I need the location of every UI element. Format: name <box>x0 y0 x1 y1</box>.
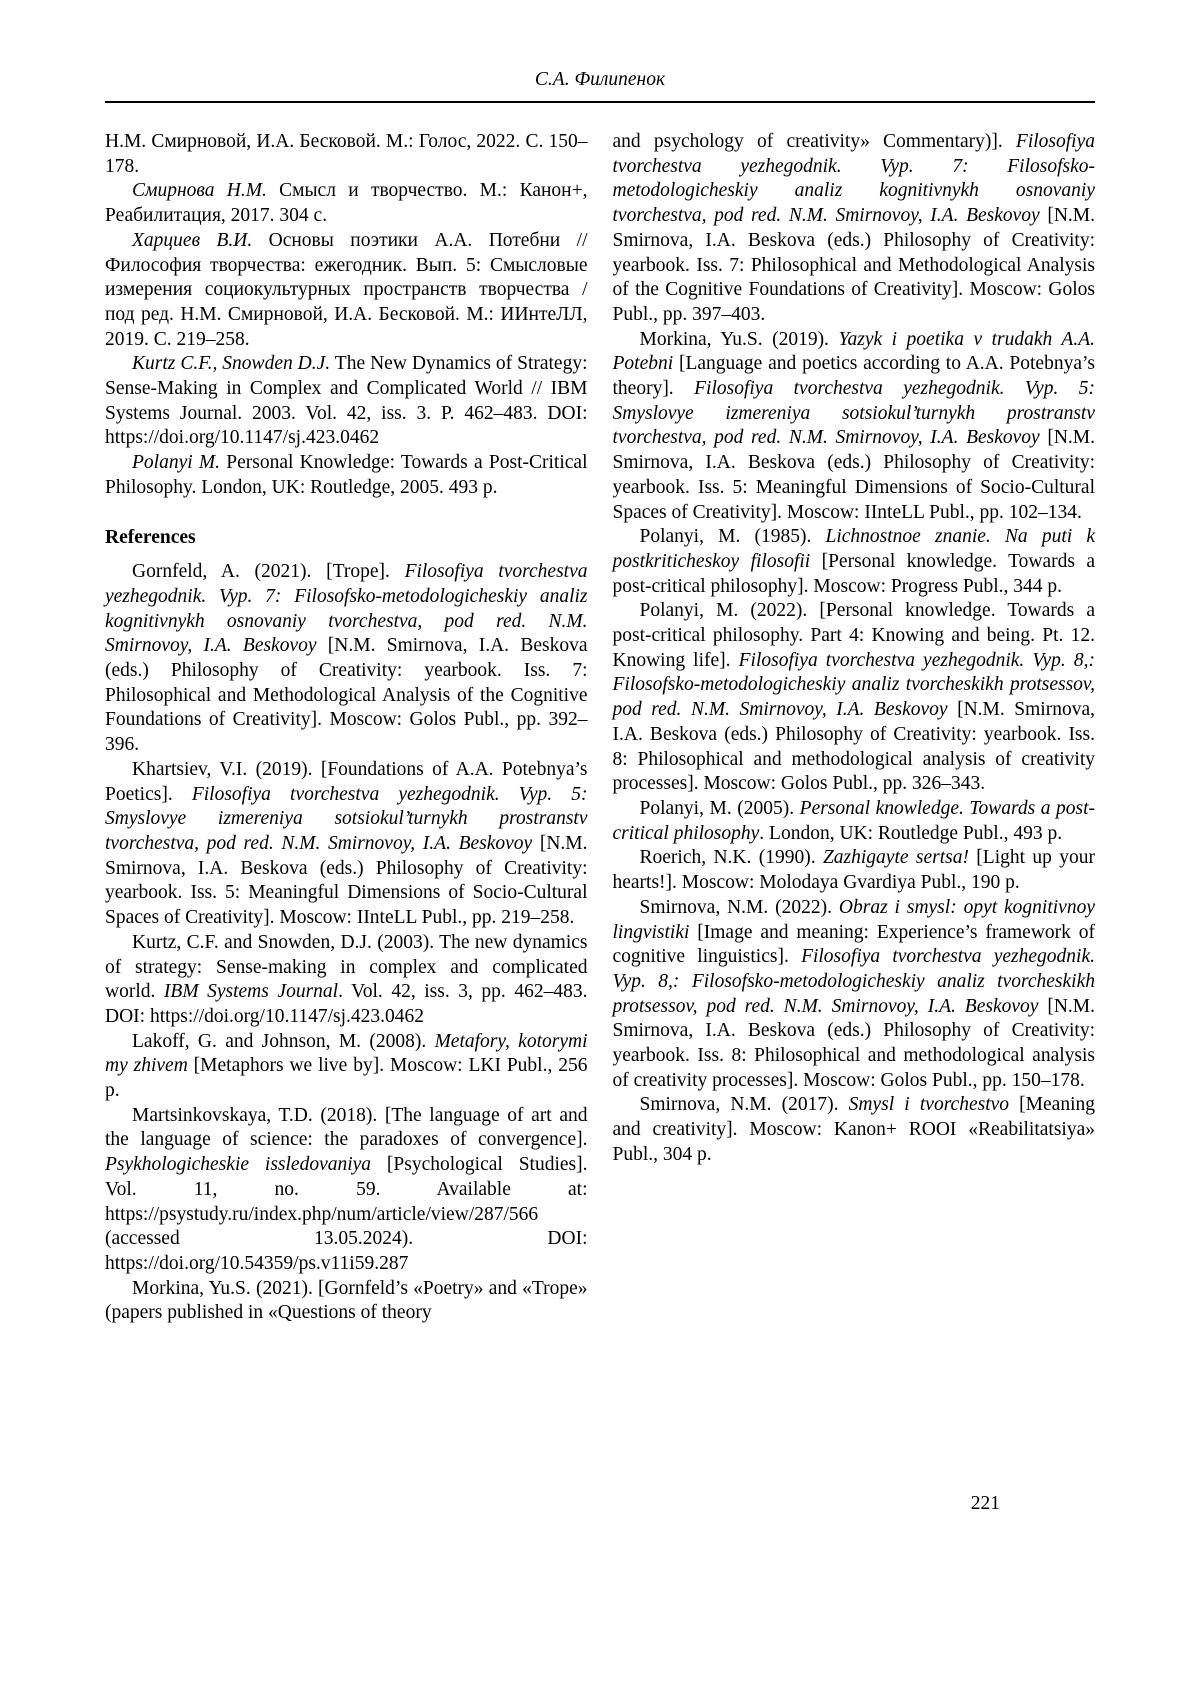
reference-item <box>613 896 1096 1094</box>
reference-text-run: Смысл и творчество. М.: Канон+, Реабилитация, 2017. 304 с. <box>105 180 588 227</box>
reference-text-run: Personal Knowledge: Towards a Post-Critical Philosophy. London, UK: Routledge, 2005. 493 p. <box>105 452 588 498</box>
reference-item <box>613 797 1096 846</box>
left-column <box>105 130 588 1326</box>
page-number: 221 <box>970 1493 1000 1514</box>
two-column-body <box>105 130 1095 1326</box>
reference-text-run: Filosofiya tvorchestva yezhegodnik. Vyp. 7: Filosofsko-metodologicheskiy analiz kognitivnykh osnovaniy tvorchestva, pod red. N.M. Smirnovoy, I.A. Beskovoy <box>612 131 1095 227</box>
reference-text-run: Khartsiev, V.I. (2019). [Foundations of A.A. Potebnya’s Poetics]. <box>105 758 588 805</box>
reference-text-run: Н.М. Смирновой, И.А. Бесковой. М.: Голос, 2022. С. 150–178. <box>105 131 588 177</box>
reference-text-run: Харциев В.И. <box>132 229 253 251</box>
reference-item <box>105 451 588 500</box>
reference-item <box>613 328 1096 526</box>
reference-text-run: Polanyi M. <box>132 452 221 474</box>
reference-text-run: . London, UK: Routledge Publ., 493 p. <box>759 822 1063 844</box>
header-rule <box>105 101 1095 103</box>
reference-continuation <box>613 130 1096 328</box>
reference-text-run: Morkina, Yu.S. (2021). [Gornfeld’s «Poetry» and «Trope» (papers published in «Questions of theory <box>105 1277 588 1324</box>
reference-text-run: Martsinkovskaya, T.D. (2018). [The language of art and the language of science: the paradoxes of convergence]. <box>105 1104 588 1151</box>
reference-item <box>613 599 1096 797</box>
reference-text-run: [Metaphors we live by]. Moscow: LKI Publ., 256 p. <box>105 1055 588 1102</box>
reference-text-run: [Meaning and creativity]. Moscow: Kanon+ ROOI «Reabilitatsiya» Publ., 304 p. <box>612 1094 1095 1165</box>
reference-text-run: Polanyi, M. (2022). [Personal knowledge. Towards a post-critical philosophy. Part 4: Knowing and being. Pt. 12. Knowing life]. <box>612 600 1095 671</box>
reference-item <box>105 1277 588 1326</box>
reference-text-run: [N.M. Smirnova, I.A. Beskova (eds.) Philosophy of Creativity: yearbook. Iss. 8: Philosophical and methodological analysis of creativity processes]. Moscow: Golos Publ., pp. 326–343. <box>612 699 1095 795</box>
reference-text-run: Roerich, N.K. (1990). <box>639 847 823 869</box>
reference-text-run: [N.M. Smirnova, I.A. Beskova (eds.) Philosophy of Creativity: yearbook. Iss. 8: Philosophical and methodological analysis of creativity processes]. Moscow: Golos Publ., pp. 150–178. <box>612 995 1096 1091</box>
reference-text-run: [Light up your hearts!]. Moscow: Molodaya Gvardiya Publ., 190 p. <box>612 847 1095 894</box>
reference-text-run: Основы поэтики А.А. Потебни // Философия творчества: ежегодник. Вып. 5: Смысловые измерения социокультурных пространств творчества / под ред. Н.М. Смирновой, И.А. Бесковой. М.: ИИнтеЛЛ, 2019. С. 219–258. <box>105 229 588 350</box>
reference-text-run: [N.M. Smirnova, I.A. Beskova (eds.) Philosophy of Creativity: yearbook. Iss. 7: Philosophical and Methodological Analysis of the Cognitive Foundations of Creativity]. Moscow: Golos Publ., pp. 397–403. <box>612 205 1095 325</box>
reference-item <box>105 931 588 1030</box>
reference-text-run: Yazyk i poetika v trudakh A.A. Potebni <box>612 328 1095 375</box>
reference-text-run: [N.M. Smirnova, I.A. Beskova (eds.) Philosophy of Creativity: yearbook. Iss. 5: Meaningful Dimensions of Socio-Cultural Spaces of Creativity]. Moscow: IInteLL Publ., pp. 219–258. <box>105 832 588 929</box>
reference-text-run: Morkina, Yu.S. (2019). <box>639 328 839 350</box>
reference-text-run: . Vol. 42, iss. 3, pp. 462–483. DOI: https://doi.org/10.1147/sj.423.0462 <box>105 981 588 1027</box>
reference-item <box>105 352 588 451</box>
reference-text-run: Personal knowledge. Towards a post-critical philosophy <box>612 797 1095 844</box>
reference-text-run: [N.M. Smirnova, I.A. Beskova (eds.) Philosophy of Creativity: yearbook. Iss. 5: Meaningful Dimensions of Socio-Cultural Spaces of Creativity]. Moscow: IInteLL Publ., pp. 102–134. <box>612 427 1095 523</box>
reference-text-run: [Image and meaning: Experience’s framework of cognitive linguistics]. <box>612 921 1095 968</box>
reference-text-run: Kurtz C.F., Snowden D.J. <box>132 353 331 375</box>
references-heading: References <box>105 526 196 548</box>
reference-text-run: Polanyi, M. (2005). <box>639 797 800 819</box>
reference-text-run: Smysl i tvorchestvo <box>848 1094 1010 1116</box>
reference-text-run: [N.M. Smirnova, I.A. Beskova (eds.) Philosophy of Creativity: yearbook. Iss. 7: Philosophical and Methodological Analysis of the Cognitive Foundations of Creativity]. Moscow: Golos Publ., pp. 392–396. <box>105 635 588 756</box>
reference-item <box>105 758 588 931</box>
reference-text-run: Polanyi, M. (1985). <box>639 526 826 548</box>
reference-text-run: The New Dynamics of Strategy: Sense-Making in Complex and Complicated World // IBM Systems Journal. 2003. Vol. 42, iss. 3. P. 462–483. DOI: https://doi.org/10.1147/sj.423.0462 <box>105 353 588 449</box>
reference-text-run: Gornfeld, A. (2021). [Trope]. <box>132 561 405 583</box>
running-head: С.А. Филипенок <box>534 69 666 90</box>
reference-text-run: IBM Systems Journal <box>163 981 339 1003</box>
reference-text-run: [Language and poetics according to A.A. Potebnya’s theory]. <box>612 353 1095 400</box>
right-column <box>613 130 1096 1326</box>
reference-text-run: Metafory, kotorymi my zhivem <box>105 1030 588 1077</box>
reference-text-run: Filosofiya tvorchestva yezhegodnik. Vyp. 8,: Filosofsko-metodologicheskiy analiz tvorcheskikh protsessov, pod red. N.M. Smirnovoy, I.A. Beskovoy <box>612 946 1095 1017</box>
reference-text-run: [Psychological Studies]. Vol. 11, no. 59. Available at: https://psystudy.ru/index.php/num/article/view/287/566 (accessed 13.05.2024). DOI: https://doi.org/10.54359/ps.v11i59.287 <box>105 1154 588 1274</box>
reference-item <box>613 1093 1096 1167</box>
reference-item <box>105 1030 588 1104</box>
reference-item <box>613 525 1096 599</box>
reference-text-run: and psychology of creativity» Commentary)]. <box>612 131 1016 152</box>
page-header <box>105 68 1095 103</box>
reference-text-run: Smirnova, N.M. (2017). <box>639 1094 849 1116</box>
reference-item <box>105 179 588 228</box>
reference-text-run: Filosofiya tvorchestva yezhegodnik. Vyp. 7: Filosofsko-metodologicheskiy analiz kognitivnykh osnovaniy tvorchestva, pod red. N.M. Smirnovoy, I.A. Beskovoy <box>105 561 588 657</box>
reference-item <box>105 1104 588 1277</box>
reference-item <box>613 846 1096 895</box>
reference-item <box>105 229 588 353</box>
reference-item <box>105 560 588 758</box>
reference-continuation <box>105 130 588 179</box>
reference-text-run: Psykhologicheskie issledovaniya <box>105 1154 372 1176</box>
reference-text-run: Kurtz, C.F. and Snowden, D.J. (2003). The new dynamics of strategy: Sense-making in complex and complicated world. <box>105 931 588 1003</box>
reference-text-run: [Personal knowledge. Towards a post-critical philosophy]. Moscow: Progress Publ., 344 p. <box>612 550 1095 597</box>
reference-text-run: Smirnova, N.M. (2022). <box>639 896 839 918</box>
reference-text-run: Lichnostnoe znanie. Na puti k postkriticheskoy filosofii <box>612 526 1095 572</box>
reference-text-run: Filosofiya tvorchestva yezhegodnik. Vyp. 5: Smyslovye izmereniya sotsiokul’turnykh prostranstv tvorchestva, pod red. N.M. Smirnovoy, I.A. Beskovoy <box>612 378 1095 449</box>
reference-text-run: Filosofiya tvorchestva yezhegodnik. Vyp. 8,: Filosofsko-metodologicheskiy analiz tvorcheskikh protsessov, pod red. N.M. Smirnovoy, I.A. Beskovoy <box>612 649 1095 721</box>
reference-text-run: Смирнова Н.М. <box>132 180 267 202</box>
reference-text-run: Obraz i smysl: opyt kognitivnoy lingvistiki <box>612 896 1095 943</box>
reference-text-run: Zazhigayte sertsa! <box>822 847 969 869</box>
reference-text-run: Lakoff, G. and Johnson, M. (2008). <box>132 1030 435 1052</box>
reference-text-run: Filosofiya tvorchestva yezhegodnik. Vyp. 5: Smyslovye izmereniya sotsiokul’turnykh prostranstv tvorchestva, pod red. N.M. Smirnovoy, I.A. Beskovoy <box>105 783 588 854</box>
